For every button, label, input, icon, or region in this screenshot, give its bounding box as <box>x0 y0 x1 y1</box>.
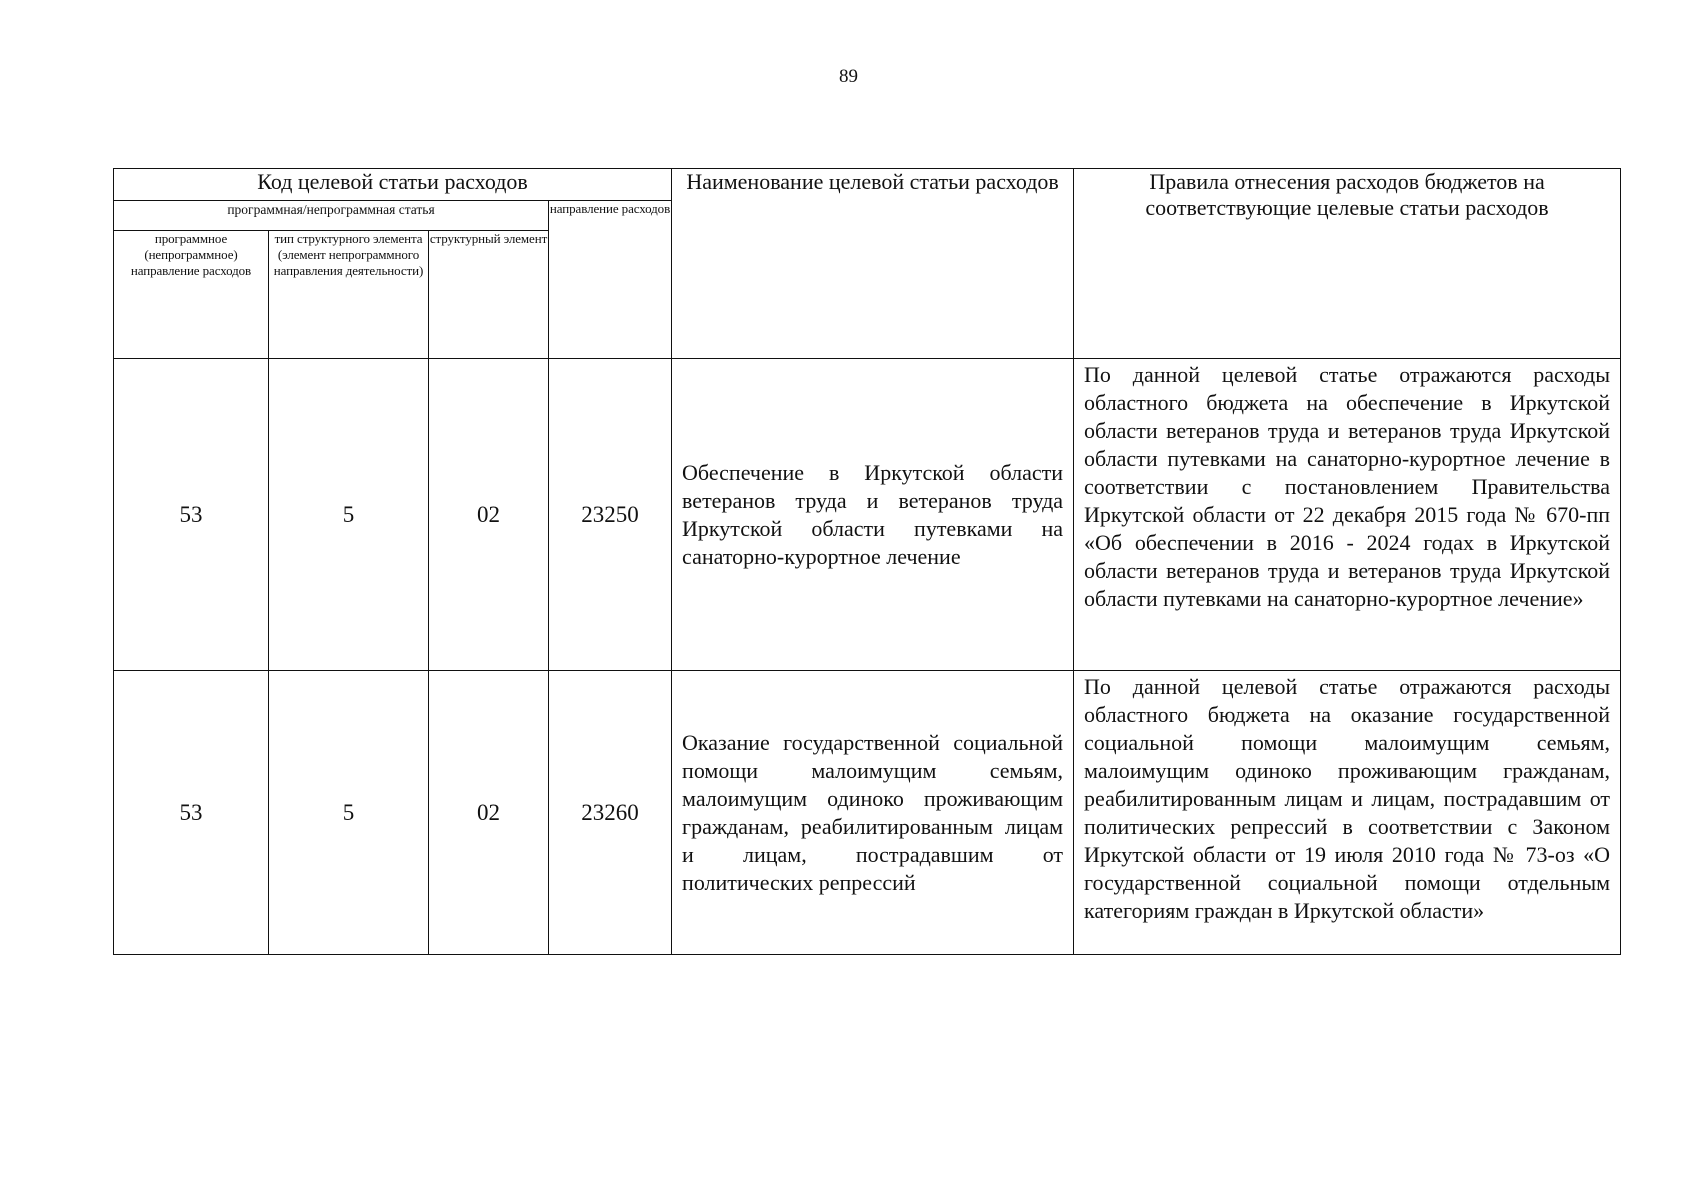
cell-direction-code: 23260 <box>549 671 672 955</box>
table-row <box>114 359 1621 671</box>
cell-type-code: 5 <box>269 671 429 955</box>
header-code-title: Код целевой статьи расходов <box>114 169 672 201</box>
header-program-direction: программное (непрограммное) направление расходов <box>114 231 269 359</box>
page-number: 89 <box>839 66 858 87</box>
cell-element-code: 02 <box>429 359 549 671</box>
cell-rule-text: По данной целевой статье отражаются расходы областного бюджета на обеспечение в Иркутской области ветеранов труда и ветеранов труда Иркутской области путевками на санаторно-курортное лечение в соответствии с постановлением Правительства Иркутской области от 22 декабря 2015 года № 670-пп «Об обеспечении в 2016 - 2024 годах в Иркутской области ветеранов труда и ветеранов труда Иркутской области путевками на санаторно-курортное лечение» <box>1074 359 1621 671</box>
table-row <box>114 671 1621 955</box>
cell-rule-text: По данной целевой статье отражаются расходы областного бюджета на оказание государственной социальной помощи малоимущим семьям, малоимущим одиноко проживающим гражданам, реабилитированным лицам и лицам, пострадавшим от политических репрессий в соответствии с Законом Иркутской области от 19 июля 2010 года № 73-оз «О государственной социальной помощи отдельным категориям граждан в Иркутской области» <box>1074 671 1621 955</box>
cell-program-code: 53 <box>114 359 269 671</box>
header-rules-title: Правила отнесения расходов бюджетов на соответствующие целевые статьи расходов <box>1074 169 1621 359</box>
header-direction: направление расходов <box>549 201 672 359</box>
cell-article-name: Оказание государственной социальной помощи малоимущим семьям, малоимущим одиноко проживающим гражданам, реабилитированным лицам и лицам, пострадавшим от политических репрессий <box>672 671 1074 955</box>
header-program-article: программная/непрограммная статья <box>114 201 549 231</box>
target-articles-table <box>113 168 1621 955</box>
cell-type-code: 5 <box>269 359 429 671</box>
header-name-title: Наименование целевой статьи расходов <box>672 169 1074 359</box>
cell-program-code: 53 <box>114 671 269 955</box>
header-structural-element: структурный элемент <box>429 231 549 359</box>
cell-element-code: 02 <box>429 671 549 955</box>
cell-article-name: Обеспечение в Иркутской области ветеранов труда и ветеранов труда Иркутской области путевками на санаторно-курортное лечение <box>672 359 1074 671</box>
cell-direction-code: 23250 <box>549 359 672 671</box>
header-structural-type: тип структурного элемента (элемент непрограммного направления деятельности) <box>269 231 429 359</box>
